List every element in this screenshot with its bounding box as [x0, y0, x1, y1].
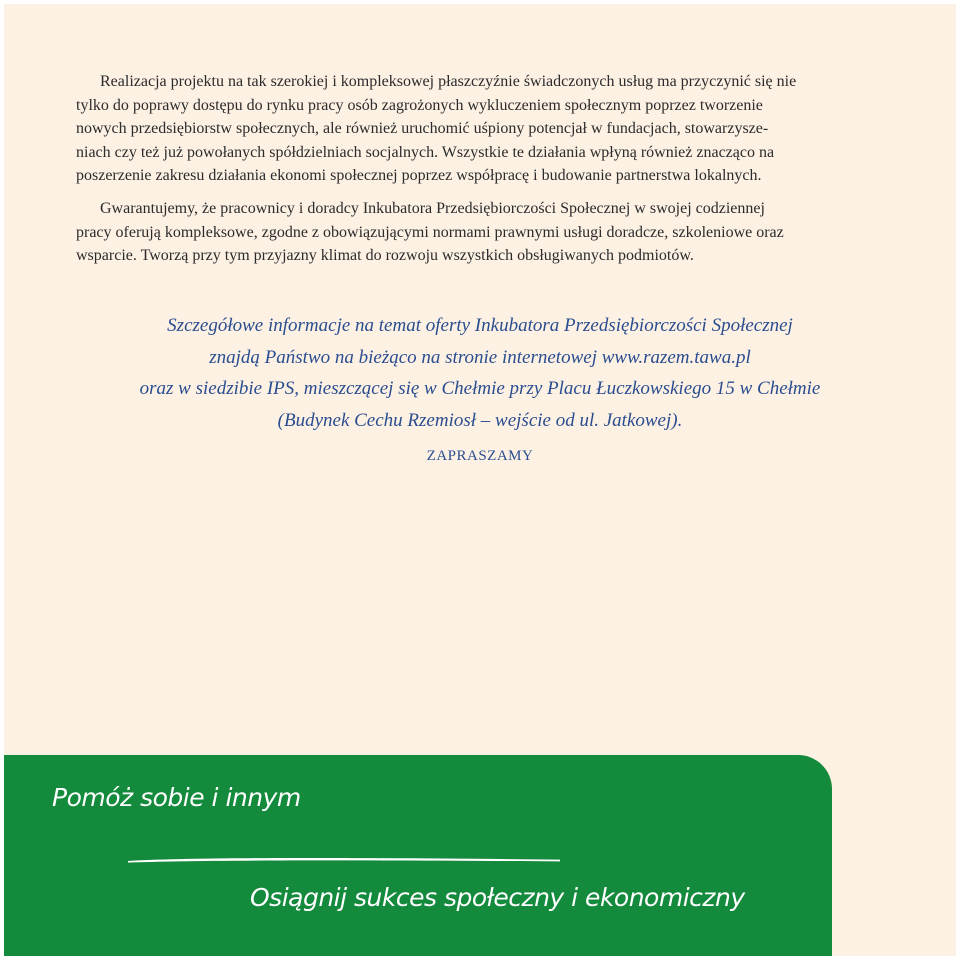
text-line: wsparcie. Tworzą przy tym przyjazny klimat do rozwoju wszystkich obsługiwanych podmiotów. [76, 247, 694, 264]
paragraph-guarantee [76, 197, 900, 268]
contact-info [4, 310, 956, 436]
info-line-website: znajdą Państwo na bieżąco na stronie internetowej www.razem.tawa.pl [209, 346, 751, 368]
text-line: poszerzenie zakresu działania ekonomi społecznej poprzez współpracę i budowanie partnerstwa lokalnych. [76, 167, 762, 184]
text-line: Gwarantujemy, że pracownicy i doradcy Inkubatora Przedsiębiorczości Społecznej w swojej codziennej [100, 200, 765, 217]
paragraph-project-scope [76, 70, 900, 188]
green-slogan-banner [4, 755, 832, 956]
text-line: niach czy też już powołanych spółdzielniach socjalnych. Wszystkie te działania wpłyną również znacząco na [76, 143, 775, 161]
text-line: nowych przedsiębiorstw społecznych, ale również uruchomić uśpiony potencjał w fundacjach, stowarzysze- [76, 120, 769, 137]
slogan-bottom: Osiągnij sukces społeczny i ekonomiczny [250, 883, 745, 912]
leaflet-page [4, 4, 956, 956]
info-line: Szczegółowe informacje na temat oferty Inkubatora Przedsiębiorczości Społecznej [167, 315, 793, 336]
slogan-top: Pomóż sobie i innym [52, 783, 301, 812]
text-line: pracy oferują kompleksowe, zgodne z obowiązującymi normami prawnymi usługi doradcze, szkoleniowe oraz [76, 223, 784, 241]
info-line-address: oraz w siedzibie IPS, mieszczącej się w Chełmie przy Placu Łuczkowskiego 15 w Chełmie [139, 378, 821, 399]
invitation-text: ZAPRASZAMY [426, 448, 534, 464]
text-line: Realizacja projektu na tak szerokiej i kompleksowej płaszczyźnie świadczonych usług ma przyczynić się nie [100, 73, 797, 90]
text-line: tylko do poprawy dostępu do rynku pracy osób zagrożonych wykluczeniem społecznym poprzez tworzenie [76, 96, 763, 114]
swoosh-divider [128, 855, 560, 865]
info-line-building: (Budynek Cechu Rzemiosł – wejście od ul. Jatkowej). [277, 409, 683, 431]
